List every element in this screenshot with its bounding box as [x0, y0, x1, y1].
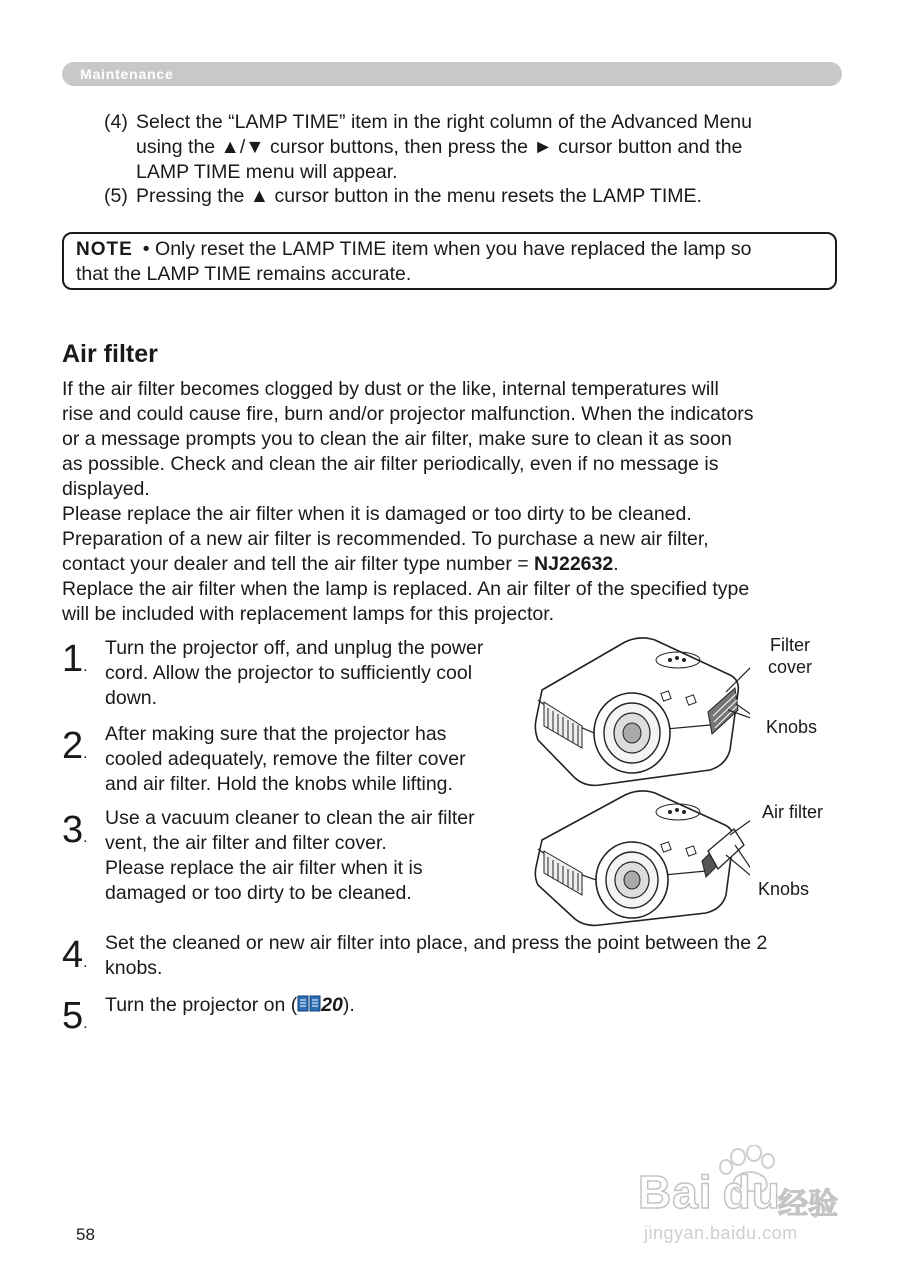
lamp-step-4 [104, 110, 844, 185]
watermark-url: jingyan.baidu.com [644, 1223, 798, 1243]
step-2-number: 2. [62, 725, 88, 767]
step-line: Pressing the ▲ cursor button in the menu resets the LAMP TIME. [136, 185, 702, 207]
step-5-number: 5. [62, 995, 88, 1037]
watermark-brand: Bai [638, 1166, 713, 1218]
step-3-number: 3. [62, 809, 88, 851]
step-1-number: 1. [62, 638, 88, 680]
page-number: 58 [76, 1225, 95, 1244]
projector-filter-cover-illustration [530, 630, 750, 790]
section-header-bar [62, 62, 842, 86]
step-line: using the ▲/▼ cursor buttons, then press the ► cursor button and the [136, 136, 743, 158]
lamp-step-5 [104, 184, 844, 209]
callout-knobs-bottom: Knobs [758, 879, 810, 899]
paragraph-line: If the air filter becomes clogged by dust or the like, internal temperatures will [62, 378, 719, 400]
step-1-text: Turn the projector off, and unplug the power cord. Allow the projector to sufficiently cool down. [105, 637, 484, 709]
callout-knobs-top: Knobs [766, 717, 818, 737]
paragraph-line: will be included with replacement lamps for this projector. [62, 603, 555, 625]
step-line: LAMP TIME menu will appear. [136, 161, 398, 183]
baidu-watermark [638, 1145, 848, 1245]
note-box [62, 232, 837, 290]
step-number: (5) [104, 185, 128, 207]
page-reference[interactable]: 20 [321, 994, 343, 1016]
step-5-text: Turn the projector on ( 20). [105, 993, 605, 1021]
intro-paragraph [62, 377, 852, 627]
watermark-brand2: du [722, 1166, 781, 1218]
step-3-text: Use a vacuum cleaner to clean the air filter vent, the air filter and filter cover. Please replace the air filter when it is damaged or too dirty to be cleaned. [105, 807, 475, 904]
callout-air-filter: Air filter [762, 802, 824, 822]
step-line: Select the “LAMP TIME” item in the right column of the Advanced Menu [136, 111, 753, 133]
contact-suffix: . [613, 553, 619, 575]
note-label: NOTE [76, 239, 133, 260]
step-4-number: 4. [62, 934, 88, 976]
step-4-text: Set the cleaned or new air filter into place, and press the point between the 2 knobs. [105, 932, 768, 979]
paragraph-line: displayed. [62, 478, 150, 500]
contact-line [62, 552, 852, 577]
callout-filter-cover: Filter cover [767, 635, 812, 677]
paragraph-line: rise and could cause fire, burn and/or projector malfunction. When the indicators [62, 403, 754, 425]
paragraph-line: or a message prompts you to clean the air filter, make sure to clean it as soon [62, 428, 732, 450]
section-header-label: Maintenance [80, 66, 174, 82]
projector-air-filter-illustration [530, 785, 750, 930]
watermark-cn: 经验 [778, 1188, 838, 1221]
step-2-text: After making sure that the projector has cooled adequately, remove the filter cover and air filter. Hold the knobs while lifting. [105, 723, 466, 795]
note-text-line1: • Only reset the LAMP TIME item when you have replaced the lamp so [142, 238, 752, 260]
contact-prefix: contact your dealer and tell the air filter type number = [62, 553, 535, 575]
book-reference-icon [297, 994, 321, 1021]
paragraph-line: as possible. Check and clean the air filter periodically, even if no message is [62, 453, 719, 475]
filter-type-number: NJ22632 [534, 553, 614, 575]
paragraph-line: Preparation of a new air filter is recommended. To purchase a new air filter, [62, 528, 709, 550]
step-number: (4) [104, 111, 128, 133]
paragraph-line: Replace the air filter when the lamp is replaced. An air filter of the specified type [62, 578, 750, 600]
paragraph-line: Please replace the air filter when it is damaged or too dirty to be cleaned. [62, 503, 692, 525]
section-title: Air filter [62, 340, 158, 368]
note-text-line2: that the LAMP TIME remains accurate. [76, 263, 412, 285]
